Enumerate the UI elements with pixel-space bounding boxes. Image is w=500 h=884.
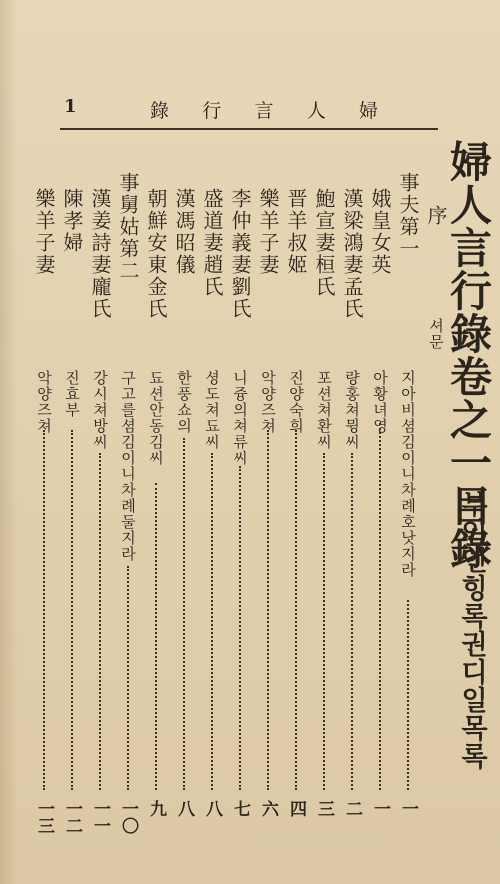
toc-entry-zh: 鮑宣妻桓氏 xyxy=(312,188,336,298)
dotted-leader xyxy=(43,430,45,790)
dotted-leader xyxy=(323,453,325,790)
running-title xyxy=(150,96,380,123)
toc-entry-ko: 됴션안동김씨 xyxy=(147,370,165,466)
toc-entry-ko: 셩도쳐됴씨 xyxy=(203,370,221,450)
running-title-char: 言 xyxy=(254,100,276,122)
toc-entry-zh: 序 xyxy=(424,205,448,227)
toc-page-number: 一二 xyxy=(62,800,82,834)
toc-entry-ko: 악양즈쳐 xyxy=(259,370,277,434)
toc-entry-zh: 漢馮昭儀 xyxy=(172,188,196,276)
toc-page-number: 九 xyxy=(146,800,166,817)
toc-entry-ko: 아황녀영 xyxy=(371,370,389,434)
toc-entry-ko: 셔문 xyxy=(427,318,445,350)
toc-entry-zh: 事舅姑第二 xyxy=(116,172,140,282)
toc-entry-ko: 포션쳐환씨 xyxy=(315,370,333,450)
toc-entry-zh: 娥皇女英 xyxy=(368,188,392,276)
dotted-leader xyxy=(183,438,185,790)
running-title-char: 婦 xyxy=(358,100,380,122)
toc-entry-ko: 진양숙희 xyxy=(287,370,305,434)
toc-entry-zh: 樂羊子妻 xyxy=(256,188,280,276)
korean-title: 부인언힝록권디일목록 xyxy=(456,490,487,770)
dotted-leader xyxy=(155,483,157,790)
toc-page-number: 七 xyxy=(230,800,250,817)
toc-page-number: 一三 xyxy=(34,800,54,834)
toc-entry-zh: 晋羊叔姬 xyxy=(284,188,308,276)
toc-entry-zh: 事夫第一 xyxy=(396,172,420,260)
dotted-leader xyxy=(211,453,213,790)
toc-entry-ko: 악양즈쳐 xyxy=(35,370,53,434)
toc-page-number: 六 xyxy=(258,800,278,817)
toc-page-number: 八 xyxy=(202,800,222,817)
running-title-char: 行 xyxy=(202,100,224,122)
toc-entry-ko: 구고를셤김이니차례둘지라 xyxy=(119,370,137,562)
toc-page-number: 一一 xyxy=(90,800,110,834)
toc-entry-zh: 漢梁鴻妻孟氏 xyxy=(340,188,364,320)
dotted-leader xyxy=(351,453,353,790)
toc-entry-zh: 漢姜詩妻龐氏 xyxy=(88,188,112,320)
toc-entry-zh: 樂羊子妻 xyxy=(32,188,56,276)
toc-page-number: 一 xyxy=(398,800,418,817)
toc-entry-ko: 강시쳐방씨 xyxy=(91,370,109,450)
toc-entry-ko: 지아비셤김이니차례호낫지라 xyxy=(399,370,417,578)
toc-page-number: 一 xyxy=(370,800,390,817)
toc-entry-zh: 陳孝婦 xyxy=(60,188,84,254)
toc-entry-ko: 한풍쇼의 xyxy=(175,370,193,434)
dotted-leader xyxy=(71,430,73,790)
page-edge-shadow xyxy=(0,0,18,884)
header-rule xyxy=(60,128,438,130)
toc-entry-zh: 盛道妻趙氏 xyxy=(200,188,224,298)
toc-page-number: 二 xyxy=(342,800,362,817)
dotted-leader xyxy=(295,430,297,790)
running-title-char: 錄 xyxy=(150,100,172,122)
toc-page-number: 一〇 xyxy=(118,800,138,834)
dotted-leader xyxy=(379,423,381,790)
dotted-leader xyxy=(407,600,409,790)
toc-page-number: 三 xyxy=(314,800,334,817)
toc-page-number: 八 xyxy=(174,800,194,817)
dotted-leader xyxy=(239,466,241,790)
toc-entry-zh: 朝鮮安東金氏 xyxy=(144,188,168,320)
dotted-leader xyxy=(127,566,129,790)
toc-page-number: 四 xyxy=(286,800,306,817)
running-title-char: 人 xyxy=(306,100,328,122)
main-title: 婦人言行錄卷之一目錄 xyxy=(444,140,493,570)
page-number: 1 xyxy=(64,96,77,117)
toc-entry-ko: 진효부 xyxy=(63,370,81,418)
toc-entry-ko: 량홍쳐뮝씨 xyxy=(343,370,361,450)
dotted-leader xyxy=(99,453,101,790)
toc-entry-ko: 니즁의쳐류씨 xyxy=(231,370,249,466)
dotted-leader xyxy=(267,430,269,790)
toc-entry-zh: 李仲義妻劉氏 xyxy=(228,188,252,320)
